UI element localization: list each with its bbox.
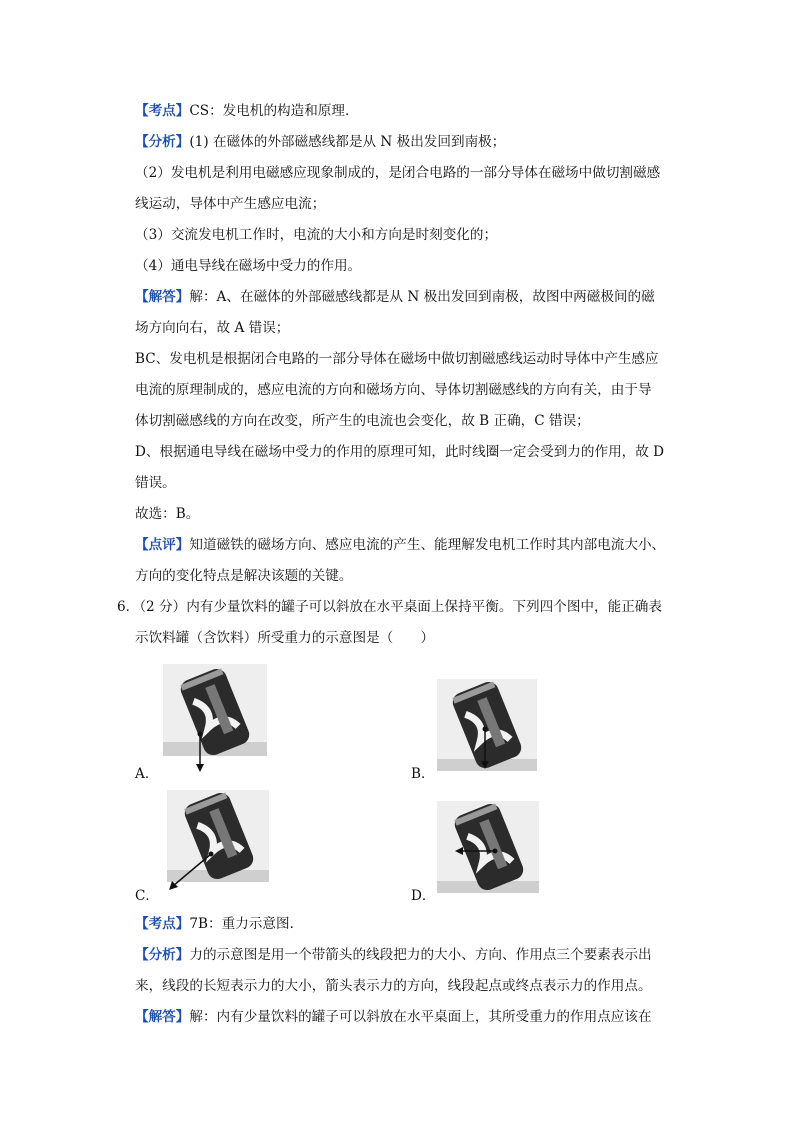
dianping-tag: 【点评】 bbox=[135, 537, 190, 553]
s1-jieda-line bbox=[135, 287, 655, 307]
option-a-label[interactable]: A． bbox=[135, 766, 159, 782]
kaodian-tag-2: 【考点】 bbox=[135, 916, 190, 932]
s1-dianping-1b: 方向的变化特点是解决该题的关键。 bbox=[135, 568, 353, 584]
jieda-text-2: 解：内有少量饮料的罐子可以斜放在水平桌面上，其所受重力的作用点应该在 bbox=[189, 1009, 652, 1025]
s1-jieda-3: D、根据通电导线在磁场中受力的作用的原理可知，此时线圈一定会受到力的作用，故 D bbox=[135, 444, 665, 460]
q6-stem-line bbox=[117, 597, 662, 617]
s1-fenxi-2: （2）发电机是利用电磁感应现象制成的，是闭合电路的一部分导体在磁场中做切割磁感 bbox=[135, 165, 661, 181]
option-d-image[interactable] bbox=[437, 801, 539, 893]
s1-jieda-2c: 体切割磁感线的方向在改变，所产生的电流也会变化，故 B 正确，C 错误； bbox=[135, 413, 590, 429]
option-c-label[interactable]: C． bbox=[135, 888, 159, 904]
dianping-text: 知道磁铁的磁场方向、感应电流的产生、能理解发电机工作时其内部电流大小、 bbox=[189, 537, 666, 553]
s1-dianping-line bbox=[135, 535, 665, 555]
s2-jieda-line bbox=[135, 1007, 652, 1027]
s1-fenxi-2b: 线运动，导体中产生感应电流； bbox=[135, 196, 326, 212]
q6-stem-line-2: 示饮料罐（含饮料）所受重力的示意图是（ ） bbox=[135, 630, 435, 646]
s1-fenxi-line bbox=[135, 132, 505, 152]
jieda-tag: 【解答】 bbox=[135, 289, 190, 305]
s2-kaodian-line bbox=[135, 914, 303, 934]
fenxi-tag: 【分析】 bbox=[135, 134, 190, 150]
fenxi-tag-2: 【分析】 bbox=[135, 947, 190, 963]
option-c-image[interactable] bbox=[163, 790, 269, 894]
option-a-image[interactable] bbox=[163, 664, 267, 774]
s1-jieda-2b: 电流的原理制成的，感应电流的方向和磁场方向、导体切割磁感线的方向有关，由于导 bbox=[135, 382, 652, 398]
s2-fenxi-1b: 来，线段的长短表示力的大小，箭头表示力的方向，线段起点或终点表示力的作用点。 bbox=[135, 978, 652, 994]
s1-jieda-2: BC、发电机是根据闭合电路的一部分导体在磁场中做切割磁感线运动时导体中产生感应 bbox=[135, 351, 659, 367]
option-b-label[interactable]: B． bbox=[411, 766, 435, 782]
option-b-image[interactable] bbox=[437, 679, 537, 774]
s1-fenxi-4: （4）通电导线在磁场中受力的作用。 bbox=[135, 258, 362, 274]
kaodian-text-2: 7B：重力示意图． bbox=[189, 916, 304, 932]
q6-number: 6． bbox=[117, 599, 140, 615]
option-d-label[interactable]: D． bbox=[411, 888, 436, 904]
s1-jieda-3b: 错误。 bbox=[135, 475, 176, 491]
jieda-tag-2: 【解答】 bbox=[135, 1009, 190, 1025]
kaodian-tag: 【考点】 bbox=[135, 103, 190, 119]
s2-fenxi-line bbox=[135, 945, 652, 965]
s1-kaodian-line bbox=[135, 101, 359, 121]
s1-fenxi-3: （3）交流发电机工作时，电流的大小和方向是时刻变化的； bbox=[135, 227, 498, 243]
fenxi-text: (1) 在磁体的外部磁感线都是从 N 极出发回到南极； bbox=[189, 134, 506, 150]
s1-jieda-1b: 场方向向右，故 A 错误； bbox=[135, 320, 290, 336]
q6-text: （2 分）内有少量饮料的罐子可以斜放在水平桌面上保持平衡。下列四个图中，能正确表 bbox=[139, 599, 662, 615]
fenxi-text-2: 力的示意图是用一个带箭头的线段把力的大小、方向、作用点三个要素表示出 bbox=[189, 947, 652, 963]
s1-answer: 故选：B。 bbox=[135, 506, 200, 522]
kaodian-text: CS：发电机的构造和原理． bbox=[189, 103, 359, 119]
jieda-text: 解：A、在磁体的外部磁感线都是从 N 极出发回到南极，故图中两磁极间的磁 bbox=[189, 289, 655, 305]
